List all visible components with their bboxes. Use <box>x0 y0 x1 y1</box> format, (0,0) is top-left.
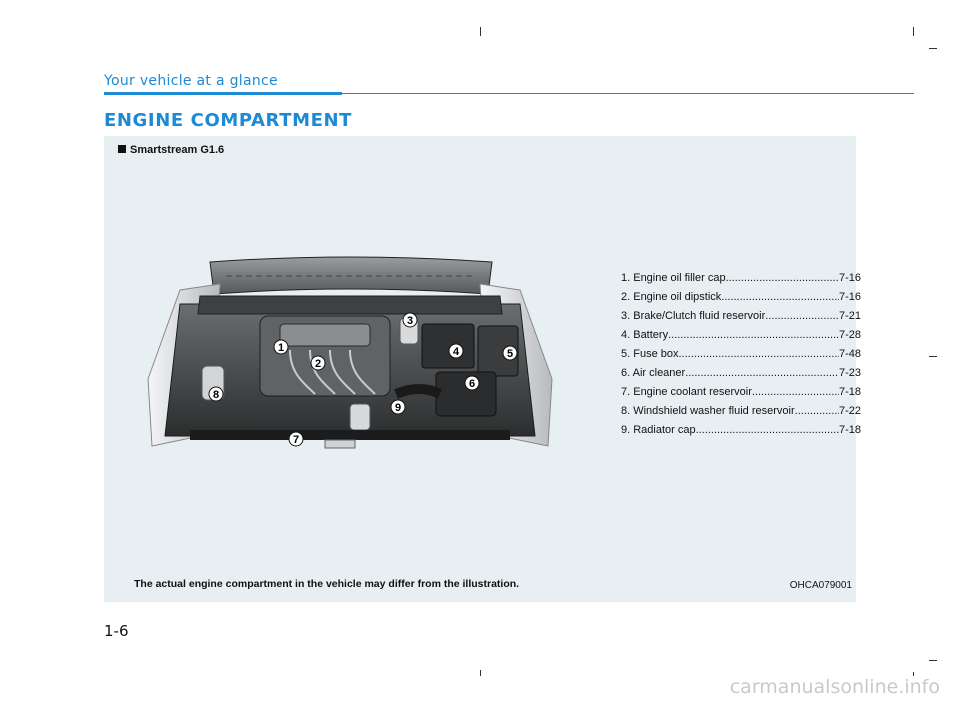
legend-item: 2. Engine oil dipstick ..... 7-16 <box>621 288 861 307</box>
legend-item: 1. Engine oil filler cap ..... 7-16 <box>621 269 861 288</box>
legend-item: 9. Radiator cap ..... 7-18 <box>621 421 861 440</box>
legend-item: 8. Windshield washer fluid reservoir ..... 7-22 <box>621 402 861 421</box>
legend-item: 4. Battery ..... 7-28 <box>621 326 861 345</box>
header-rule-thin <box>342 93 914 94</box>
callout-2: 2 <box>314 358 322 370</box>
callout-6: 6 <box>468 378 476 390</box>
square-bullet-icon <box>118 145 126 153</box>
callout-7: 7 <box>292 434 300 446</box>
crop-mark <box>929 48 937 49</box>
crop-mark <box>480 670 481 676</box>
callout-9: 9 <box>394 402 402 414</box>
callout-1: 1 <box>277 342 285 354</box>
callout-4: 4 <box>452 346 460 358</box>
legend-item: 6. Air cleaner ..... 7-23 <box>621 364 861 383</box>
page-title: ENGINE COMPARTMENT <box>104 110 353 131</box>
figure-panel <box>104 136 861 602</box>
section-label: Your vehicle at a glance <box>104 73 278 89</box>
header-rule-thick <box>104 92 342 95</box>
crop-mark <box>929 660 937 661</box>
engine-compartment-illustration <box>140 254 560 459</box>
legend-item: 7. Engine coolant reservoir ..... 7-18 <box>621 383 861 402</box>
crop-mark <box>913 27 914 36</box>
page-number: 1-6 <box>104 622 129 640</box>
image-code: OHCA079001 <box>789 580 852 591</box>
component-legend <box>621 269 861 440</box>
crop-mark <box>929 356 937 357</box>
legend-item: 5. Fuse box ..... 7-48 <box>621 345 861 364</box>
crop-mark <box>480 27 481 36</box>
legend-item: 3. Brake/Clutch fluid reservoir ..... 7-21 <box>621 307 861 326</box>
variant-label: Smartstream G1.6 <box>118 144 224 156</box>
callout-5: 5 <box>506 348 514 360</box>
callout-3: 3 <box>406 315 414 327</box>
watermark: carmanualsonline.info <box>729 676 940 698</box>
callout-8: 8 <box>212 389 220 401</box>
illustration-note: The actual engine compartment in the vehicle may differ from the illustration. <box>134 578 520 590</box>
